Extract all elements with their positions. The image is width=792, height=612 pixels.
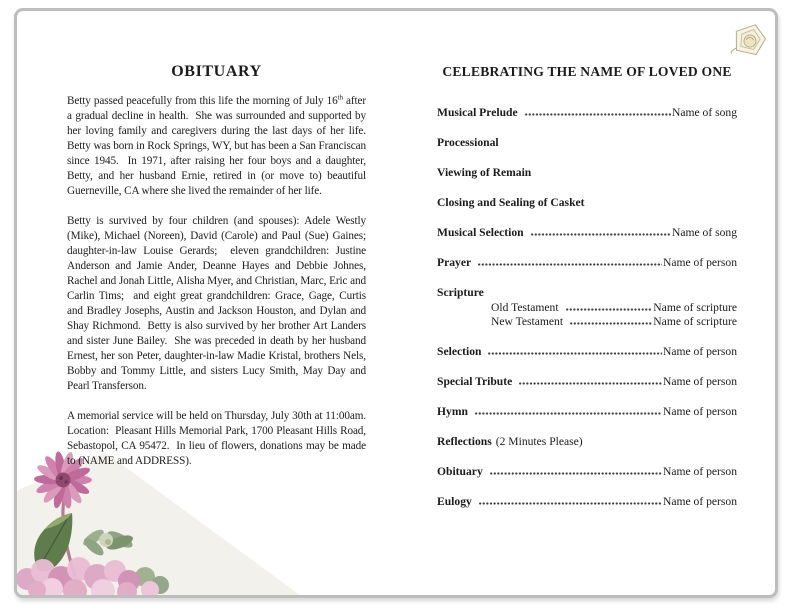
- obituary-p1-text: Betty passed peacefully from this life the morning of July 16: [67, 95, 338, 107]
- order-of-service-page: [437, 63, 737, 525]
- service-item-label: Eulogy: [437, 495, 472, 508]
- hydrangea-cluster: [17, 557, 169, 595]
- dotted-leader: [490, 472, 662, 475]
- dotted-leader: [566, 308, 653, 311]
- service-subitem-value: Name of scripture: [653, 315, 737, 328]
- dotted-leader: [488, 352, 662, 355]
- service-subitem-label: New Testament: [491, 315, 564, 328]
- service-item-label: Obituary: [437, 465, 483, 478]
- service-item-value: Name of person: [662, 345, 737, 358]
- service-item-viewing: [437, 166, 737, 179]
- service-item-value: Name of song: [671, 226, 737, 239]
- service-item-special-tribute: [437, 375, 737, 388]
- obituary-p1-text-cont: after a gradual decline in health. She was surrounded and supported by her loving family and caregivers during the last days of her life. Betty was born in Rock Springs, WY, but has been a San Franciscan since 1945. In 1971, after raising her four boys and a daughter, Betty, and her husband Ernie, retired in (or move to) beautiful Guerneville, CA where she lived the remainder of her life.: [67, 95, 372, 197]
- service-item-reflections: [437, 435, 737, 448]
- service-item-label: Prayer: [437, 256, 472, 269]
- obituary-paragraph-2: Betty is survived by four children (and spouses): Adele Westly (Mike), Michael (Noreen), David (Carole) and Paul (Sue) Gaines; daughter-in-law Louise Gerards; eleven grandchildren: Justine Anderson and Jamie Ander, Deanne Hayes and Debbie Johnes, Rachel and Jonah Little, Alisha Myer, and Christian, Marc, Eric and Carlin Tims; and eight great grandchildren: Grace, Gage, Curtis and Bradley Josephs, Austin and Jackson Houston, and Dylan and Shay Richmond. Betty is also survived by her brother Art Landers and sister June Bailey. She was preceded in death by her husband Ernest, her son Peter, daughter-in-law Madie Kristal, brothers Nels, Bobby and Tommy Little, and sisters Lucy Smith, May Day and Pearl Transferson.: [67, 215, 369, 392]
- service-item-label: Musical Prelude: [437, 106, 518, 119]
- service-item-note: (2 Minutes Please): [495, 435, 583, 448]
- order-of-service-title: CELEBRATING THE NAME OF LOVED ONE: [442, 64, 732, 79]
- dotted-leader: [570, 322, 652, 325]
- obituary-paragraph-3: A memorial service will be held on Thursday, July 30th at 11:00am. Location: Pleasant Hills Memorial Park, 1700 Pleasant Hills Road, Sebastopol, CA 95472. In lieu of flowers, donations may be made to (NAME and ADDRESS).: [67, 410, 372, 467]
- dotted-leader: [479, 502, 662, 505]
- dotted-leader: [475, 412, 662, 415]
- dotted-leader: [478, 263, 662, 266]
- service-subitem-old-testament: [437, 301, 737, 314]
- dotted-leader: [531, 233, 671, 236]
- service-item-eulogy: [437, 495, 737, 508]
- service-item-selection: [437, 345, 737, 358]
- dotted-leader: [525, 113, 671, 116]
- service-item-label: Processional: [437, 136, 499, 149]
- ordinal-superscript: th: [337, 93, 343, 102]
- service-item-hymn: [437, 405, 737, 418]
- program-page: [14, 8, 778, 598]
- service-item-obituary: [437, 465, 737, 478]
- service-item-label: Selection: [437, 345, 482, 358]
- service-item-processional: [437, 136, 737, 149]
- obituary-page: [67, 62, 372, 484]
- service-item-musical-prelude: [437, 106, 737, 119]
- sage-bud: [81, 527, 135, 558]
- service-item-label: Hymn: [437, 405, 468, 418]
- service-item-label: Musical Selection: [437, 226, 524, 239]
- service-item-prayer: [437, 256, 737, 269]
- service-item-value: Name of person: [662, 495, 737, 508]
- service-item-label: Special Tribute: [437, 375, 513, 388]
- service-item-label: Reflections: [437, 435, 492, 448]
- service-subitem-new-testament: [437, 315, 737, 328]
- service-item-label: Viewing of Remain: [437, 166, 532, 179]
- service-item-musical-selection: [437, 226, 737, 239]
- service-item-value: Name of person: [662, 405, 737, 418]
- service-item-closing-casket: [437, 196, 737, 209]
- service-subitem-label: Old Testament: [491, 301, 559, 314]
- obituary-title: OBITUARY: [171, 63, 262, 80]
- service-item-value: Name of person: [662, 256, 737, 269]
- obituary-paragraph-1: [67, 93, 372, 199]
- service-item-value: Name of person: [662, 465, 737, 478]
- service-item-label: Scripture: [437, 286, 484, 299]
- service-subitem-value: Name of scripture: [653, 301, 737, 314]
- service-item-value: Name of person: [662, 375, 737, 388]
- service-item-label: Closing and Sealing of Casket: [437, 196, 585, 209]
- dotted-leader: [519, 382, 662, 385]
- rose-icon: [730, 21, 770, 61]
- service-item-scripture: [437, 286, 737, 299]
- service-item-value: Name of song: [671, 106, 737, 119]
